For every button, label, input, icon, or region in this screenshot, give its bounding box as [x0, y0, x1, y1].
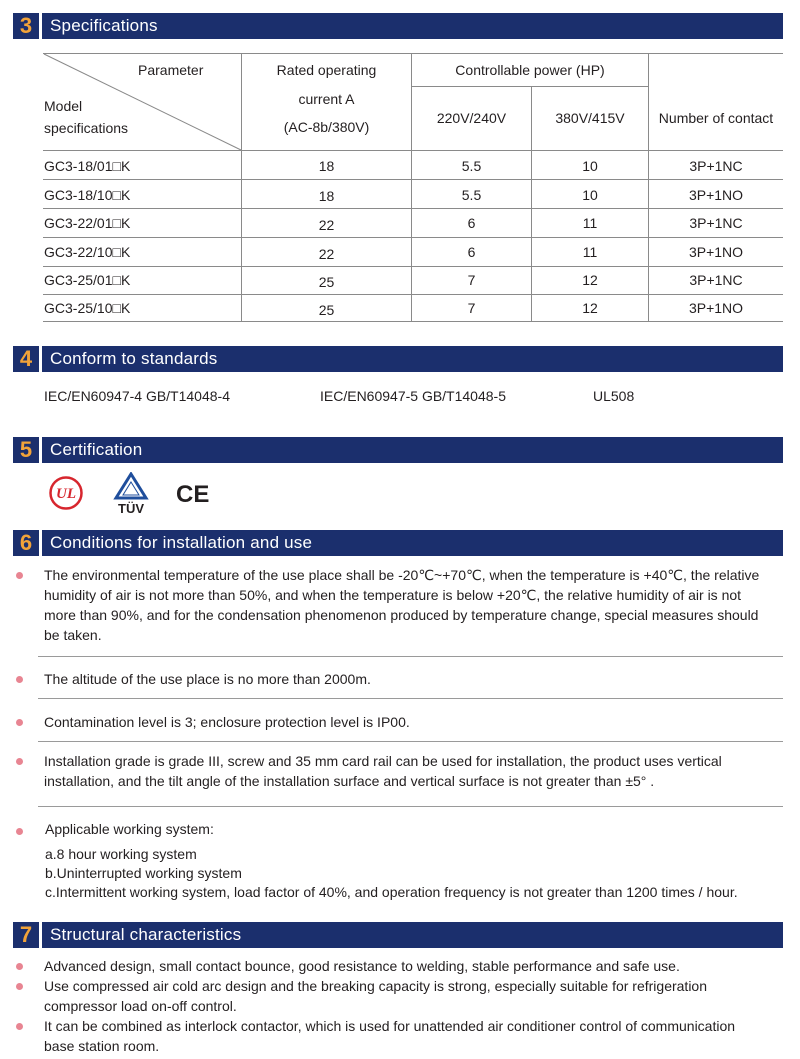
header-rated-line2: current A — [298, 91, 355, 107]
row-power-380: 11 — [582, 215, 598, 231]
ul-logo-text: UL — [56, 486, 76, 502]
condition-working-system-title: Applicable working system: — [45, 821, 214, 837]
section-number: 3 — [13, 13, 39, 39]
condition-item-altitude — [16, 669, 782, 689]
condition-working-system-c: c.Intermittent working system, load factor of 40%, and operation frequency is not greater than 1200 times / hour. — [45, 884, 738, 900]
row-power-220: 7 — [467, 300, 476, 316]
section-title: Conditions for installation and use — [50, 533, 313, 552]
row-power-220: 5.5 — [461, 187, 482, 203]
row-model: GC3-22/01□K — [44, 215, 131, 231]
condition-temperature-line4: be taken. — [44, 627, 102, 643]
row-power-220: 6 — [467, 244, 476, 260]
condition-installation-line1: Installation grade is grade III, screw and 35 mm card rail can be used for installation, the product uses vertical — [44, 753, 722, 769]
condition-working-system-a: a.8 hour working system — [45, 846, 197, 862]
section-number: 5 — [13, 437, 39, 463]
section-header-specifications — [13, 13, 783, 39]
condition-working-system-b: b.Uninterrupted working system — [45, 865, 242, 881]
section-title-bar — [42, 13, 783, 39]
row-power-220: 5.5 — [461, 158, 482, 174]
row-model: GC3-22/10□K — [44, 244, 131, 260]
header-specifications: specifications — [44, 120, 129, 136]
structure-item-interlock — [16, 1016, 782, 1056]
standard-iec-60947-5: IEC/EN60947-5 GB/T14048-5 — [320, 388, 506, 404]
section-header-standards — [13, 346, 783, 372]
ce-logo-text: CE — [176, 481, 210, 505]
divider — [38, 656, 783, 657]
section-title: Structural characteristics — [50, 925, 242, 944]
row-model: GC3-18/01□K — [44, 158, 131, 174]
row-contact: 3P+1NC — [689, 215, 743, 231]
section-title: Conform to standards — [50, 349, 218, 368]
row-contact: 3P+1NO — [688, 187, 744, 203]
condition-installation-line2: installation, and the tilt angle of the installation surface and vertical surface is not greater than ±5° . — [44, 773, 655, 789]
ce-logo-icon — [176, 481, 210, 505]
bullet-icon — [16, 983, 23, 990]
section-title: Certification — [50, 440, 143, 459]
row-power-380: 10 — [582, 187, 598, 203]
row-model: GC3-18/10□K — [44, 187, 131, 203]
row-power-380: 12 — [582, 300, 598, 316]
divider — [38, 698, 783, 699]
section-number: 6 — [13, 530, 39, 556]
header-220v: 220V/240V — [436, 110, 507, 126]
row-current: 22 — [318, 217, 335, 233]
structure-interlock-line1: It can be combined as interlock contactor, which is used for unattended air conditioner control of communication — [44, 1018, 736, 1034]
header-contacts: Number of contact — [658, 110, 774, 126]
ul-logo-icon — [49, 476, 83, 510]
section-header-structural — [13, 922, 783, 948]
row-power-380: 10 — [582, 158, 598, 174]
row-current: 22 — [318, 246, 335, 262]
condition-temperature-line3: more than 90%, and for the condensation phenomenon produced by temperature change, special measures should — [44, 607, 759, 623]
section-header-conditions — [13, 530, 783, 556]
structure-item-arc — [16, 976, 782, 1016]
section-number: 4 — [13, 346, 39, 372]
structure-interlock-line2: base station room. — [44, 1038, 160, 1054]
row-contact: 3P+1NO — [688, 300, 744, 316]
row-model: GC3-25/01□K — [44, 272, 131, 288]
bullet-icon — [16, 758, 23, 765]
row-contact: 3P+1NC — [689, 158, 743, 174]
structure-arc-line2: compressor load on-off control. — [44, 998, 237, 1014]
section-title: Specifications — [50, 16, 158, 35]
header-rated-line3: (AC-8b/380V) — [283, 119, 370, 135]
condition-item-temperature — [16, 565, 782, 647]
standard-iec-60947-4: IEC/EN60947-4 GB/T14048-4 — [44, 388, 230, 404]
section-title-bar — [42, 922, 783, 948]
bullet-icon — [16, 676, 23, 683]
row-current: 25 — [318, 274, 335, 290]
structure-design: Advanced design, small contact bounce, good resistance to welding, stable performance and safe use. — [44, 958, 680, 974]
row-model: GC3-25/10□K — [44, 300, 131, 316]
header-model: Model — [44, 98, 83, 114]
bullet-icon — [16, 719, 23, 726]
header-parameter: Parameter — [138, 62, 204, 78]
section-title-bar — [42, 530, 783, 556]
row-power-220: 7 — [467, 272, 476, 288]
tuv-logo-text: TÜV — [118, 501, 144, 516]
standard-ul508: UL508 — [593, 388, 635, 404]
condition-contamination: Contamination level is 3; enclosure protection level is IP00. — [44, 714, 410, 730]
specifications-table — [43, 53, 783, 321]
condition-item-contamination — [16, 712, 782, 732]
condition-temperature-line1: The environmental temperature of the use place shall be -20℃~+70℃, when the temperature is +40℃, the relative — [44, 567, 760, 583]
header-rated-line1: Rated operating — [276, 62, 377, 78]
row-power-380: 12 — [582, 272, 598, 288]
bullet-icon — [16, 1023, 23, 1030]
row-current: 18 — [318, 188, 335, 204]
bullet-icon — [16, 572, 23, 579]
section-number: 7 — [13, 922, 39, 948]
condition-item-installation — [16, 751, 782, 793]
divider — [38, 741, 783, 742]
row-power-220: 6 — [467, 215, 476, 231]
bullet-icon — [16, 828, 23, 835]
condition-item-working-system — [16, 819, 782, 901]
condition-altitude: The altitude of the use place is no more than 2000m. — [44, 671, 371, 687]
structure-item-design — [16, 956, 782, 976]
row-contact: 3P+1NO — [688, 244, 744, 260]
section-title-bar — [42, 437, 783, 463]
bullet-icon — [16, 963, 23, 970]
row-current: 18 — [318, 158, 335, 174]
tuv-logo-icon — [112, 472, 150, 516]
header-power-group: Controllable power (HP) — [455, 62, 605, 78]
row-power-380: 11 — [582, 244, 598, 260]
row-current: 25 — [318, 302, 335, 318]
divider — [38, 806, 783, 807]
header-380v: 380V/415V — [555, 110, 625, 126]
condition-temperature-line2: humidity of air is not more than 50%, and when the temperature is below +20℃, the relative humidity of air is not — [44, 587, 742, 603]
row-contact: 3P+1NC — [689, 272, 743, 288]
section-header-certification — [13, 437, 783, 463]
structure-arc-line1: Use compressed air cold arc design and the breaking capacity is strong, especially suitable for refrigeration — [44, 978, 708, 994]
section-title-bar — [42, 346, 783, 372]
